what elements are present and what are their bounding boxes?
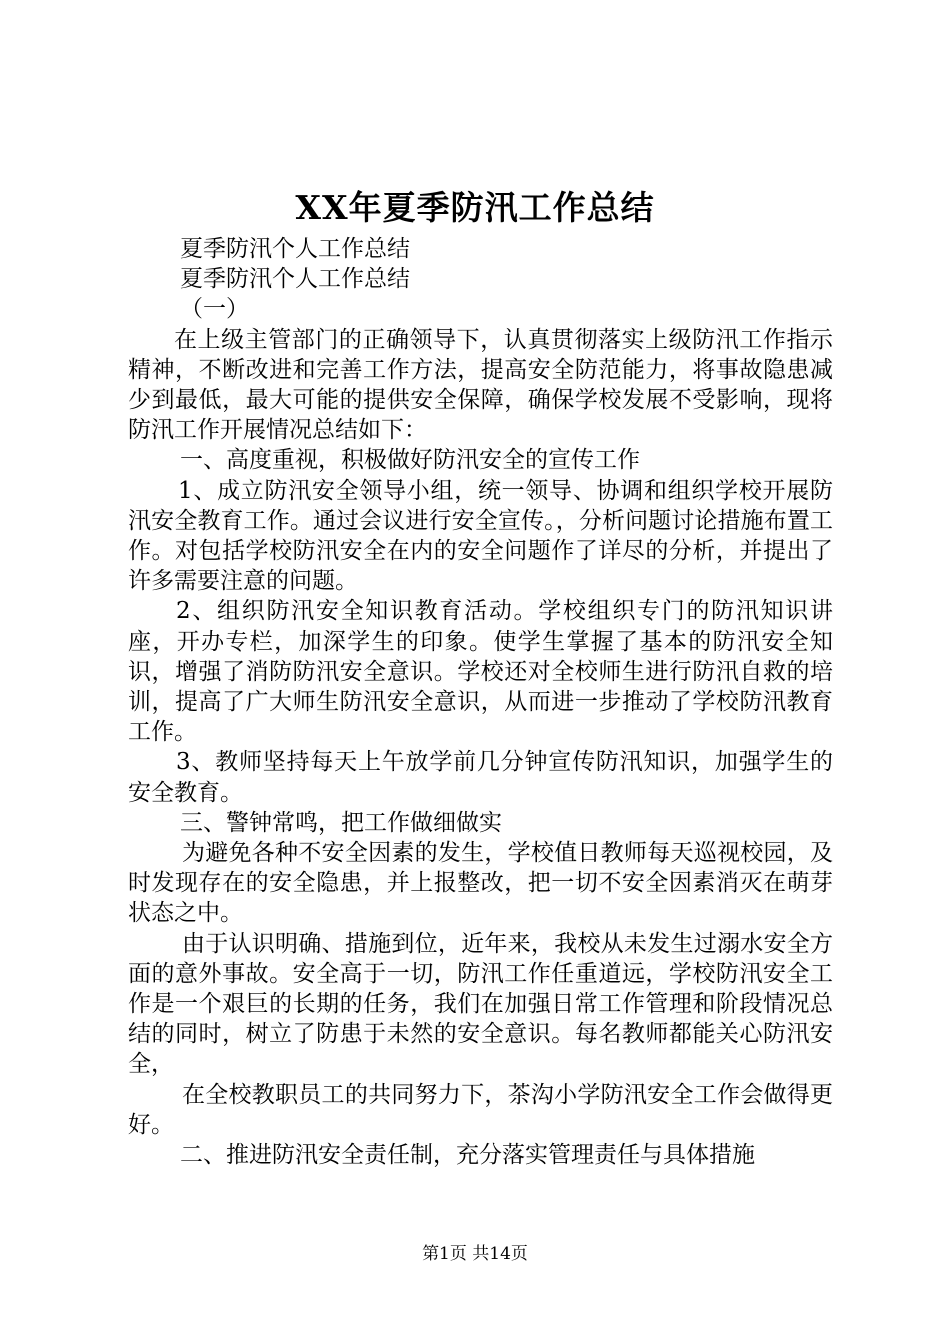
document-body (128, 234, 833, 1170)
section-marker: （一） (180, 296, 249, 323)
section-heading: 三、警钟常鸣，把工作做细做实 (180, 809, 502, 836)
body-paragraph: 由于认识明确、措施到位，近年来，我校从未发生过溺水安全方面的意外事故。安全高于一切，防汛工作任重道远，学校防汛安全工作是一个艰巨的长期的任务，我们在加强日常工作管理和阶段情况总结的同时，树立了防患于未然的安全意识。每名教师都能关心防汛安全， (128, 930, 833, 1078)
section-heading: 二、推进防汛安全责任制，充分落实管理责任与具体措施 (180, 1142, 755, 1169)
subtitle-line: 夏季防汛个人工作总结 (180, 236, 410, 262)
body-paragraph: 2、组织防汛安全知识教育活动。学校组织专门的防汛知识讲座，开办专栏，加深学生的印象。使学生掌握了基本的防汛安全知识，增强了消防防汛安全意识。学校还对全校师生进行防汛自救的培训，提高了广大师生防汛安全意识，从而进一步推动了学校防汛教育工作。 (128, 598, 833, 746)
body-paragraph: 在全校教职员工的共同努力下，茶沟小学防汛安全工作会做得更好。 (128, 1081, 833, 1138)
body-paragraph: 1、成立防汛安全领导小组，统一领导、协调和组织学校开展防汛安全教育工作。通过会议进行安全宣传。，分析问题讨论措施布置工作。对包括学校防汛安全在内的安全问题作了详尽的分析，并提出了许多需要注意的问题。 (128, 477, 833, 595)
section-heading: 一、高度重视，积极做好防汛安全的宣传工作 (180, 447, 640, 474)
body-paragraph: 在上级主管部门的正确领导下，认真贯彻落实上级防汛工作指示精神，不断改进和完善工作方法，提高安全防范能力，将事故隐患减少到最低，最大可能的提供安全保障，确保学校发展不受影响，现将防汛工作开展情况总结如下： (128, 326, 833, 444)
subtitle-line: 夏季防汛个人工作总结 (180, 266, 410, 293)
body-paragraph: 为避免各种不安全因素的发生，学校值日教师每天巡视校园，及时发现存在的安全隐患，并上报整改，把一切不安全因素消灭在萌芽状态之中。 (128, 840, 833, 927)
page-indicator: 第1页 共14页 (422, 1244, 528, 1264)
body-paragraph: 3、教师坚持每天上午放学前几分钟宣传防汛知识，加强学生的安全教育。 (128, 749, 833, 806)
document-title: XX年夏季防汛工作总结 (295, 188, 655, 227)
